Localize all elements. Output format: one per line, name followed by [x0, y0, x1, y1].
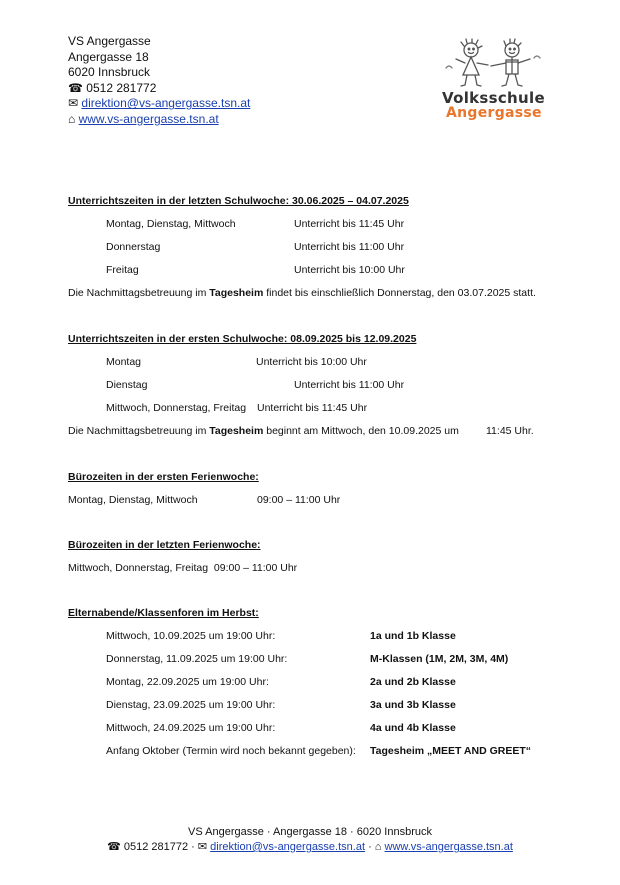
event-group: M-Klassen (1M, 2M, 3M, 4M)	[370, 653, 509, 665]
phone-line	[68, 81, 250, 97]
schedule-day: Mittwoch, Donnerstag, Freitag	[106, 402, 247, 414]
footer-contacts	[0, 840, 620, 855]
event-group: 4a und 4b Klasse	[370, 722, 456, 734]
schedule-time: Unterricht bis 11:00 Uhr	[294, 241, 405, 253]
separator: ·	[188, 841, 198, 853]
phone-number: 0512 281772	[86, 80, 157, 95]
children-drawing-icon	[436, 38, 548, 90]
phone-icon: ☎	[68, 80, 83, 95]
schedule-time: Unterricht bis 10:00 Uhr	[256, 356, 367, 368]
website-link[interactable]: www.vs-angergasse.tsn.at	[78, 111, 219, 126]
event-date: Montag, 22.09.2025 um 19:00 Uhr:	[106, 676, 269, 688]
note-text: Die Nachmittagsbetreuung im	[68, 287, 210, 299]
note-bold: Tagesheim	[209, 425, 264, 437]
schedule-day: Montag, Dienstag, Mittwoch	[106, 218, 236, 230]
phone-icon: ☎	[107, 841, 121, 853]
event-group: 3a und 3b Klasse	[370, 699, 456, 711]
event-date: Anfang Oktober (Termin wird noch bekannt gegeben):	[106, 745, 356, 757]
section-title: Bürozeiten in der letzten Ferienwoche:	[68, 539, 261, 551]
envelope-icon: ✉	[197, 841, 208, 853]
note-text: findet bis einschließlich Donnerstag, den 03.07.2025 statt.	[263, 287, 536, 299]
note-text: Die Nachmittagsbetreuung im	[68, 425, 210, 437]
event-group: 2a und 2b Klasse	[370, 676, 456, 688]
envelope-icon: ✉	[68, 96, 79, 111]
street: Angergasse 18	[68, 49, 149, 64]
logo-text-volksschule: Volksschule	[442, 89, 545, 107]
separator: ·	[365, 841, 375, 853]
schedule-day: Montag	[106, 356, 142, 368]
letterhead-address	[68, 34, 250, 128]
web-line	[68, 112, 250, 128]
schedule-day: Freitag	[106, 264, 139, 276]
schedule-time: Unterricht bis 10:00 Uhr	[294, 264, 405, 276]
event-date: Mittwoch, 10.09.2025 um 19:00 Uhr:	[106, 630, 276, 642]
school-name: VS Angergasse	[68, 34, 151, 48]
logo-text-angergasse: Angergasse	[446, 105, 542, 121]
footer	[0, 825, 620, 855]
footer-website-link[interactable]: www.vs-angergasse.tsn.at	[384, 841, 513, 853]
daycare-note	[68, 287, 536, 299]
school-logo	[436, 38, 548, 124]
event-group: 1a und 1b Klasse	[370, 630, 456, 642]
section-title: Unterrichtszeiten in der ersten Schulwoche: 08.09.2025 bis 12.09.2025	[68, 333, 417, 345]
schedule-time: Unterricht bis 11:00 Uhr	[294, 379, 405, 391]
schedule-day: Dienstag	[106, 379, 148, 391]
event-date: Donnerstag, 11.09.2025 um 19:00 Uhr:	[106, 653, 288, 665]
daycare-note-time: 11:45 Uhr.	[486, 425, 534, 437]
home-icon: ⌂	[68, 111, 76, 126]
office-days: Montag, Dienstag, Mittwoch	[68, 494, 198, 506]
schedule-day: Donnerstag	[106, 241, 161, 253]
event-date: Mittwoch, 24.09.2025 um 19:00 Uhr:	[106, 722, 276, 734]
section-title: Unterrichtszeiten in der letzten Schulwoche: 30.06.2025 – 04.07.2025	[68, 195, 409, 207]
section-title: Bürozeiten in der ersten Ferienwoche:	[68, 471, 259, 483]
office-time: 09:00 – 11:00 Uhr	[257, 494, 341, 506]
event-group: Tagesheim „MEET AND GREET“	[370, 745, 532, 757]
city: 6020 Innsbruck	[68, 65, 151, 80]
office-days-time: Mittwoch, Donnerstag, Freitag 09:00 – 11:00 Uhr	[68, 562, 298, 574]
footer-address: VS Angergasse · Angergasse 18 · 6020 Innsbruck	[188, 826, 432, 838]
note-text: beginnt am Mittwoch, den 10.09.2025 um	[263, 425, 459, 437]
section-title: Elternabende/Klassenforen im Herbst:	[68, 607, 259, 619]
footer-phone: 0512 281772	[123, 841, 189, 853]
daycare-note	[68, 425, 459, 437]
event-date: Dienstag, 23.09.2025 um 19:00 Uhr:	[106, 699, 276, 711]
note-bold: Tagesheim	[209, 287, 264, 299]
schedule-time: Unterricht bis 11:45 Uhr	[294, 218, 405, 230]
email-line	[68, 96, 250, 112]
schedule-time: Unterricht bis 11:45 Uhr	[257, 402, 368, 414]
footer-email-link[interactable]: direktion@vs-angergasse.tsn.at	[210, 841, 366, 853]
home-icon: ⌂	[374, 841, 382, 853]
email-link[interactable]: direktion@vs-angergasse.tsn.at	[81, 96, 251, 111]
